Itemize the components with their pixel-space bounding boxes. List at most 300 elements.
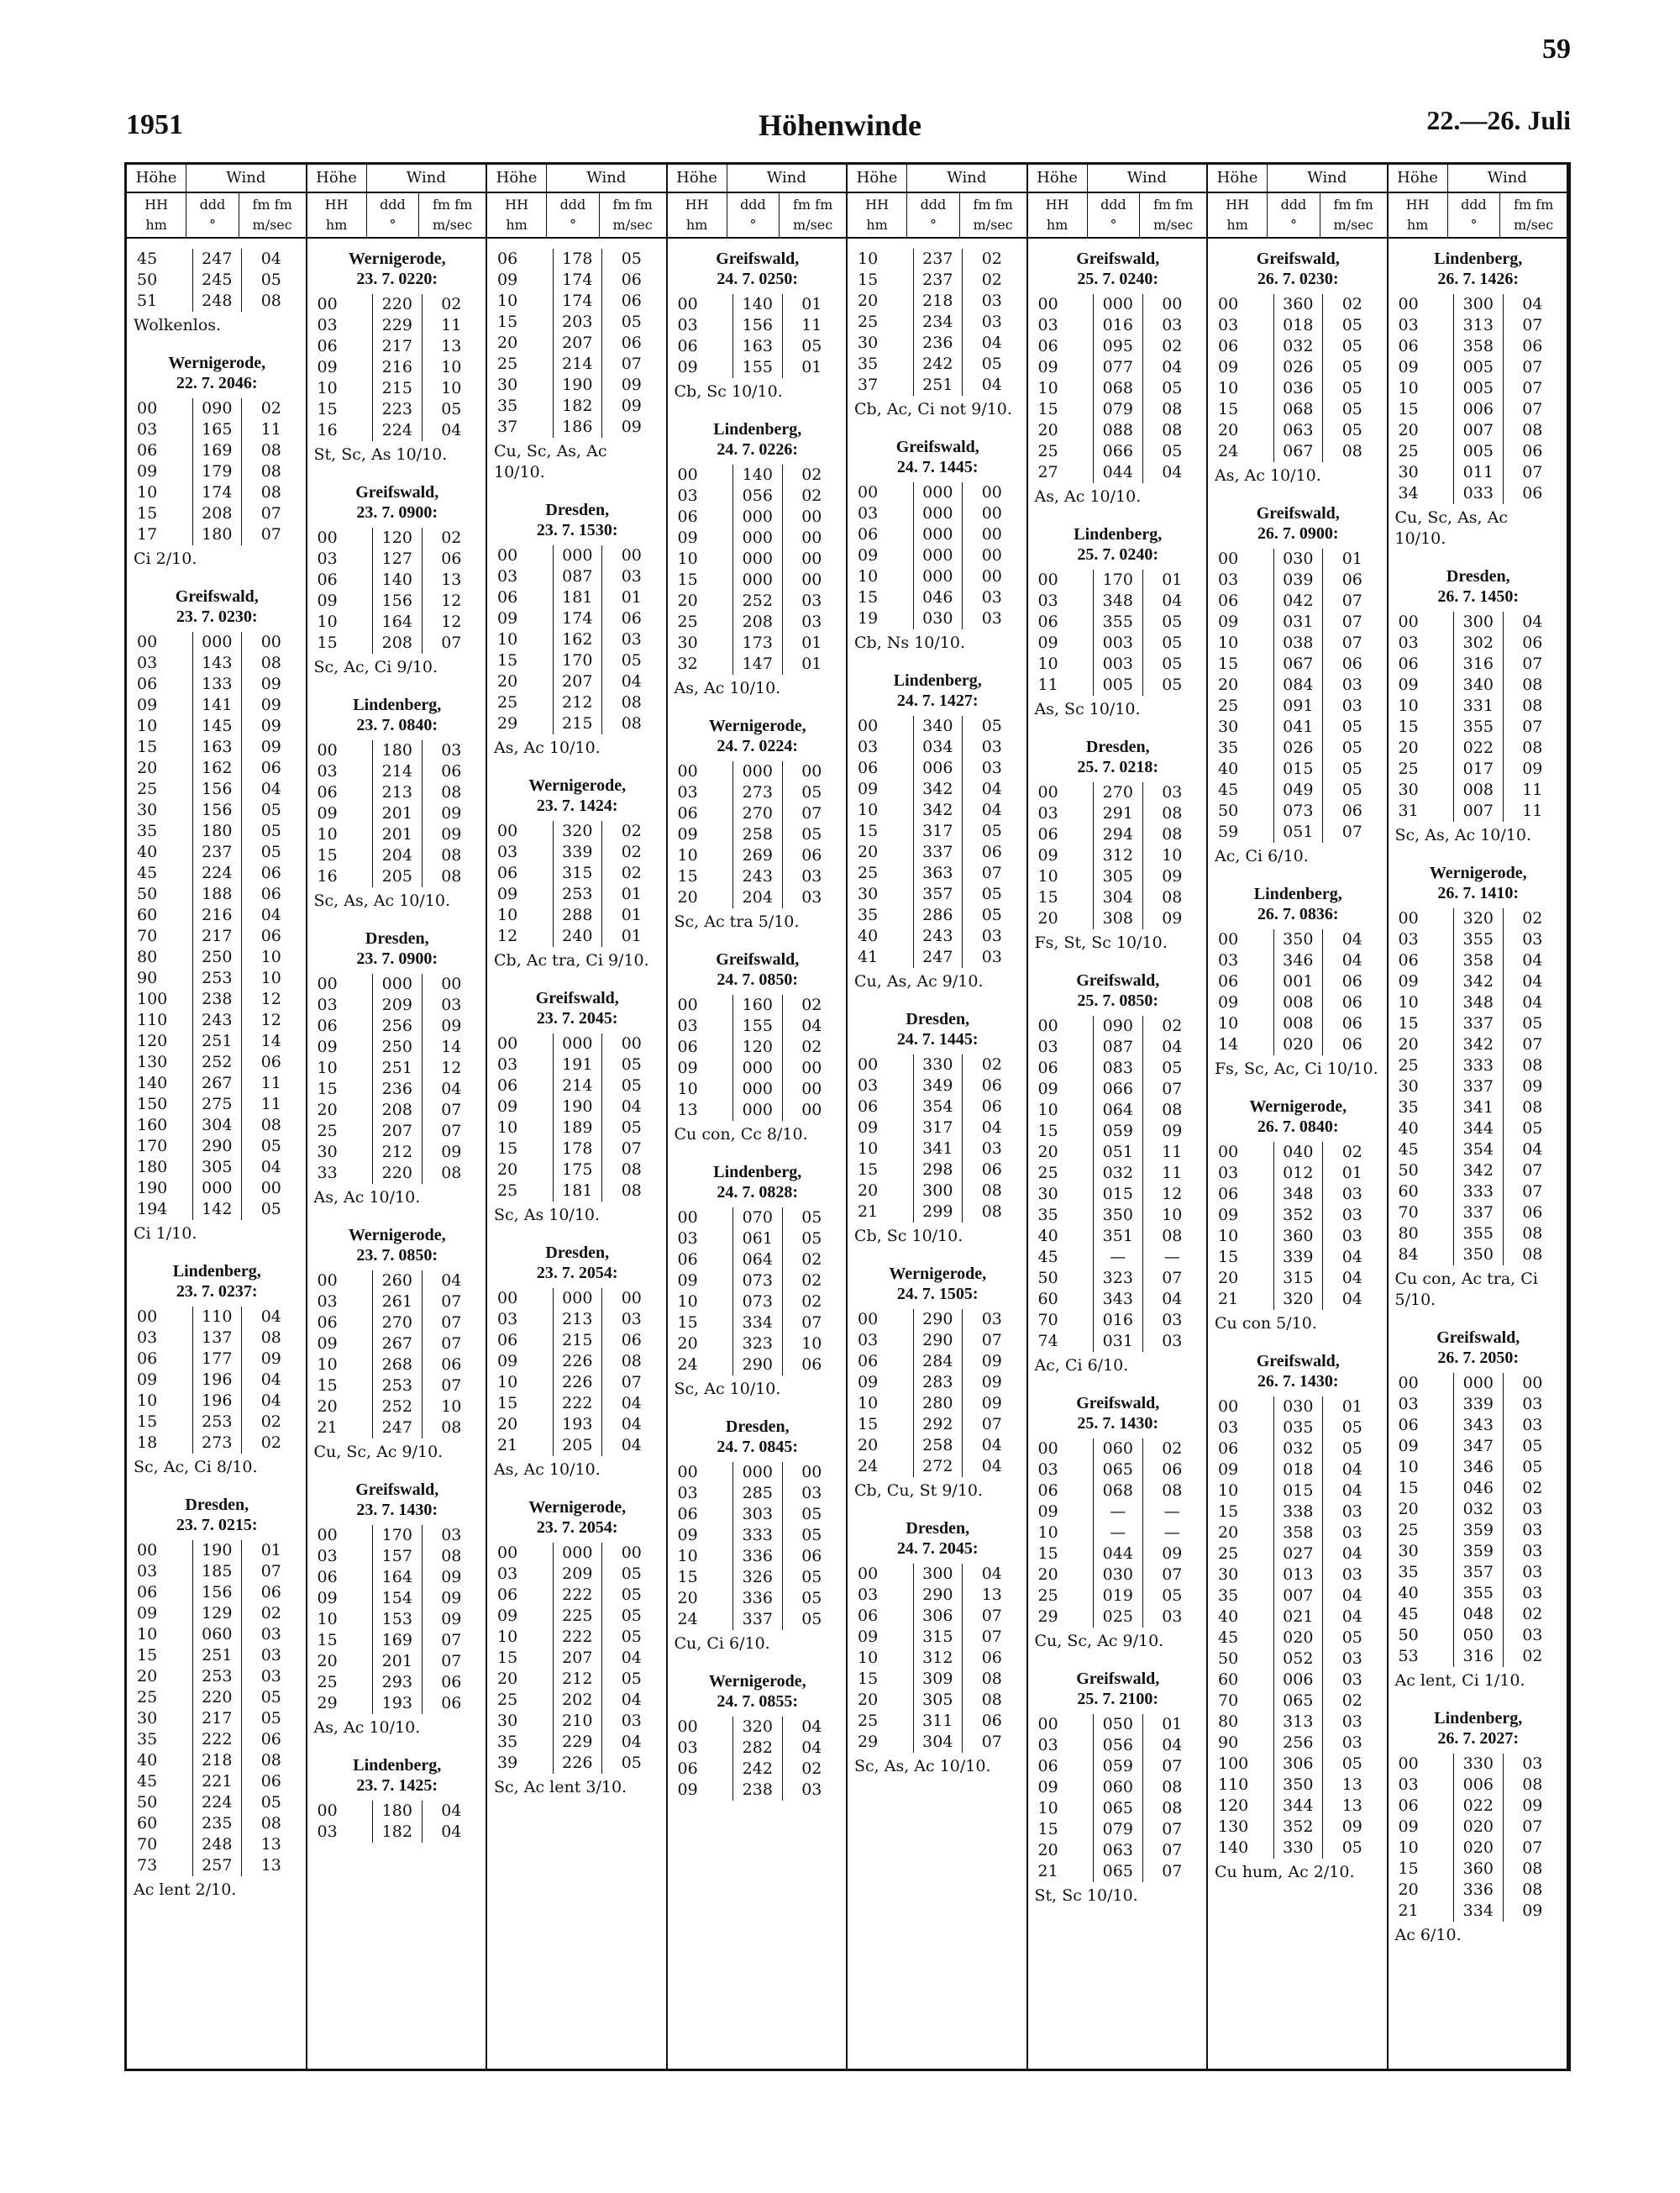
- cloud-note: Cb, Sc 10/10.: [854, 1227, 963, 1245]
- data-row: [494, 354, 661, 375]
- station-block: [494, 249, 661, 483]
- speed-value: 09: [441, 804, 462, 823]
- direction-value: 247: [192, 249, 243, 270]
- direction-value: 191: [553, 1054, 603, 1075]
- speed-value: 04: [621, 1649, 642, 1667]
- direction-value: 250: [372, 1037, 423, 1058]
- speed-value: 08: [1522, 739, 1543, 757]
- direction-value: 163: [732, 336, 783, 357]
- header-ddd: [727, 193, 780, 237]
- direction-value: 015: [1273, 1480, 1324, 1501]
- height-value: 09: [497, 271, 518, 289]
- height-value: 20: [858, 1181, 879, 1200]
- speed-value: 04: [1341, 1290, 1362, 1308]
- speed-value: 05: [1341, 421, 1362, 439]
- data-row: [134, 1010, 301, 1031]
- direction-value: 079: [1093, 399, 1143, 420]
- header-deg-unit: °: [1110, 217, 1117, 233]
- speed-value: 00: [981, 525, 1002, 544]
- data-row: [854, 1160, 1021, 1181]
- height-value: 140: [1218, 1838, 1249, 1857]
- speed-value: 04: [1522, 993, 1543, 1012]
- station-name: Wernigerode,: [528, 776, 627, 795]
- speed-value: 08: [1162, 1778, 1183, 1796]
- height-value: 11: [1037, 676, 1058, 694]
- height-value: 20: [858, 1436, 879, 1454]
- data-row: [494, 1690, 661, 1711]
- height-value: 35: [1398, 1563, 1419, 1581]
- speed-value: 07: [1522, 400, 1543, 418]
- direction-value: 337: [732, 1609, 783, 1630]
- height-value: 45: [1398, 1140, 1419, 1159]
- station-name: Lindenberg,: [1434, 250, 1523, 268]
- direction-value: 006: [913, 758, 963, 779]
- direction-value: 208: [732, 612, 783, 633]
- header-hh-label: HH: [505, 197, 529, 213]
- direction-value: 019: [1093, 1586, 1143, 1607]
- speed-value: 02: [1341, 1143, 1362, 1161]
- height-value: 03: [858, 1331, 879, 1349]
- data-row: [854, 1075, 1021, 1096]
- height-value: 194: [137, 1200, 168, 1218]
- speed-value: 08: [441, 867, 462, 886]
- height-value: 15: [137, 738, 158, 756]
- direction-value: 258: [913, 1435, 963, 1456]
- data-row: [134, 270, 301, 291]
- data-row: [675, 782, 842, 803]
- height-value: 03: [1398, 1395, 1419, 1413]
- data-row: [1035, 1840, 1202, 1861]
- data-row: [1215, 1544, 1382, 1565]
- speed-value: 03: [981, 1139, 1002, 1158]
- speed-value: 06: [1341, 993, 1362, 1012]
- height-value: 10: [677, 1547, 698, 1565]
- height-value: 03: [1398, 634, 1419, 652]
- direction-value: 243: [913, 926, 963, 947]
- speed-value: 05: [801, 1505, 822, 1523]
- height-value: 40: [1037, 1227, 1058, 1245]
- direction-value: 343: [1093, 1289, 1143, 1310]
- column-header-top: [848, 165, 1026, 193]
- station-block: [1035, 737, 1202, 954]
- height-value: 10: [137, 1391, 158, 1410]
- station-block: [1035, 1669, 1202, 1906]
- height-value: 15: [1398, 1859, 1419, 1878]
- header-deg-unit: °: [208, 217, 216, 233]
- data-row: [675, 1504, 842, 1525]
- station-name: Lindenberg,: [1074, 525, 1163, 544]
- data-row: [1215, 1480, 1382, 1501]
- data-row: [494, 905, 661, 926]
- height-value: 00: [1037, 1715, 1058, 1733]
- speed-value: 04: [1341, 1607, 1362, 1626]
- speed-value: 06: [1341, 655, 1362, 673]
- data-row: [854, 947, 1021, 968]
- direction-value: 070: [732, 1207, 783, 1228]
- speed-value: 04: [441, 1822, 462, 1841]
- direction-value: 182: [372, 1822, 423, 1843]
- data-row: [1395, 1541, 1562, 1562]
- column-body: [1208, 239, 1387, 1883]
- cloud-note: Ac lent 2/10.: [134, 1880, 237, 1899]
- data-row: [494, 1096, 661, 1118]
- data-row: [1215, 1013, 1382, 1034]
- speed-value: 03: [1341, 1712, 1362, 1731]
- height-value: 10: [1037, 379, 1058, 397]
- direction-value: 050: [1453, 1625, 1504, 1646]
- direction-value: 333: [1453, 1181, 1504, 1202]
- cloud-note: Cu con, Cc 8/10.: [674, 1125, 808, 1144]
- direction-value: 030: [1093, 1565, 1143, 1586]
- speed-value: 00: [621, 1289, 642, 1307]
- height-value: 25: [317, 1673, 338, 1691]
- data-row: [1035, 1016, 1202, 1037]
- cloud-note: Cb, Sc 10/10.: [674, 382, 783, 401]
- direction-value: 260: [372, 1270, 423, 1291]
- direction-value: 342: [913, 800, 963, 821]
- height-value: 09: [677, 1780, 698, 1799]
- height-value: 15: [1037, 1820, 1058, 1838]
- data-row: [1395, 1436, 1562, 1457]
- direction-value: 036: [1273, 378, 1324, 399]
- height-value: 03: [317, 316, 338, 334]
- cloud-note: St, Sc 10/10.: [1034, 1886, 1138, 1905]
- speed-value: —: [1163, 1502, 1180, 1521]
- speed-value: 02: [621, 822, 642, 840]
- data-row: [1035, 315, 1202, 336]
- height-value: 15: [858, 1670, 879, 1688]
- height-value: 09: [677, 529, 698, 547]
- speed-value: 00: [801, 762, 822, 781]
- data-row: [494, 1669, 661, 1690]
- data-row: [314, 1630, 481, 1651]
- speed-value: 04: [621, 672, 642, 691]
- direction-value: 000: [913, 545, 963, 566]
- data-row: [1215, 633, 1382, 654]
- data-row: [134, 524, 301, 545]
- height-value: 20: [677, 1589, 698, 1607]
- station-block: [494, 1243, 661, 1480]
- direction-value: 216: [372, 357, 423, 378]
- direction-value: 326: [732, 1567, 783, 1588]
- height-value: 25: [1037, 1586, 1058, 1605]
- height-value: 60: [1398, 1182, 1419, 1201]
- height-value: 10: [1398, 993, 1419, 1012]
- direction-value: 000: [553, 1033, 603, 1054]
- height-value: 18: [137, 1433, 158, 1452]
- direction-value: 306: [913, 1606, 963, 1627]
- column-header-units: [307, 193, 486, 239]
- direction-value: 331: [1453, 696, 1504, 717]
- data-row: [494, 375, 661, 396]
- data-row: [494, 1139, 661, 1160]
- header-ddd: [907, 193, 960, 237]
- speed-value: 00: [981, 567, 1002, 586]
- direction-value: 190: [553, 1096, 603, 1118]
- direction-value: 174: [553, 270, 603, 291]
- data-row: [1215, 950, 1382, 971]
- direction-value: 336: [732, 1588, 783, 1609]
- cloud-note: As, Ac 10/10.: [1034, 487, 1142, 506]
- speed-value: 07: [1522, 358, 1543, 376]
- direction-value: 336: [732, 1546, 783, 1567]
- data-row: [1395, 336, 1562, 357]
- speed-value: 06: [1522, 442, 1543, 460]
- height-value: 110: [1218, 1775, 1249, 1794]
- header-wind: Wind: [947, 169, 987, 187]
- observation-time: 23. 7. 2054:: [536, 1518, 618, 1537]
- height-value: 03: [1398, 930, 1419, 949]
- speed-value: 07: [981, 1415, 1002, 1433]
- height-value: 06: [677, 1250, 698, 1269]
- header-fmfm-label: fm fm: [1513, 197, 1554, 213]
- height-value: 190: [137, 1179, 168, 1197]
- speed-value: 05: [621, 1628, 642, 1646]
- speed-value: 07: [981, 1733, 1002, 1751]
- height-value: 35: [497, 397, 518, 415]
- direction-value: 253: [192, 1666, 243, 1687]
- height-value: 03: [677, 783, 698, 802]
- speed-value: 01: [1341, 1164, 1362, 1182]
- speed-value: 03: [1522, 1542, 1543, 1560]
- height-value: 06: [1037, 825, 1058, 844]
- direction-value: 352: [1273, 1205, 1324, 1226]
- speed-value: 00: [1162, 295, 1183, 313]
- data-row: [1035, 1058, 1202, 1079]
- direction-value: 243: [192, 1010, 243, 1031]
- data-row: [1395, 1583, 1562, 1604]
- height-value: 09: [317, 1038, 338, 1056]
- station-block: [134, 249, 301, 336]
- direction-value: 017: [1453, 759, 1504, 780]
- speed-value: 03: [981, 948, 1002, 966]
- height-value: 09: [858, 1628, 879, 1646]
- speed-value: 11: [1522, 781, 1543, 799]
- speed-value: 09: [981, 1373, 1002, 1391]
- speed-value: 07: [1522, 463, 1543, 481]
- observation-time: 23. 7. 1424:: [536, 797, 618, 815]
- direction-value: 316: [1453, 654, 1504, 675]
- height-value: 80: [1218, 1712, 1239, 1731]
- speed-value: 07: [441, 1631, 462, 1649]
- direction-value: 253: [192, 968, 243, 989]
- height-value: 25: [858, 313, 879, 331]
- height-value: 09: [1218, 1206, 1239, 1224]
- height-value: 15: [317, 846, 338, 865]
- direction-value: 059: [1093, 1756, 1143, 1777]
- direction-value: 030: [1273, 549, 1324, 570]
- data-row: [675, 1567, 842, 1588]
- height-value: 09: [1037, 358, 1058, 376]
- height-value: 10: [137, 717, 158, 735]
- data-row: [675, 1546, 842, 1567]
- speed-value: 03: [1522, 1584, 1543, 1602]
- direction-value: 000: [553, 1288, 603, 1309]
- height-value: 00: [1218, 295, 1239, 313]
- data-row: [1035, 591, 1202, 612]
- speed-value: 13: [981, 1586, 1002, 1604]
- direction-value: 095: [1093, 336, 1143, 357]
- direction-value: 358: [1453, 950, 1504, 971]
- speed-value: 03: [1162, 1332, 1183, 1350]
- direction-value: 084: [1273, 675, 1324, 696]
- height-value: 45: [1218, 781, 1239, 799]
- speed-value: 13: [260, 1835, 281, 1854]
- station-block: [854, 1518, 1021, 1777]
- header-hh-label: HH: [865, 197, 890, 213]
- direction-value: 000: [732, 549, 783, 570]
- header-fmfm-label: fm fm: [252, 197, 292, 213]
- data-row: [134, 503, 301, 524]
- speed-value: 09: [1522, 1901, 1543, 1920]
- speed-value: 09: [981, 1394, 1002, 1412]
- speed-value: 11: [801, 316, 822, 334]
- direction-value: 006: [1453, 1775, 1504, 1796]
- station-block: [675, 1417, 842, 1654]
- header-hoehe: Höhe: [848, 165, 907, 192]
- speed-value: 06: [981, 1649, 1002, 1667]
- station-name: Wernigerode,: [528, 1498, 627, 1517]
- data-row: [494, 1118, 661, 1139]
- observation-time: 26. 7. 2027:: [1437, 1729, 1520, 1748]
- direction-value: 303: [732, 1504, 783, 1525]
- height-value: 00: [858, 1565, 879, 1583]
- station-block: [1395, 863, 1562, 1311]
- height-value: 20: [1398, 1500, 1419, 1518]
- height-value: 20: [497, 1670, 518, 1688]
- data-row: [1035, 845, 1202, 866]
- data-row: [1035, 1226, 1202, 1247]
- direction-value: 129: [192, 1603, 243, 1624]
- speed-value: 07: [1522, 1817, 1543, 1836]
- height-value: 17: [137, 525, 158, 544]
- speed-value: 07: [441, 1313, 462, 1332]
- header-deg-unit: °: [749, 217, 757, 233]
- direction-value: 272: [913, 1456, 963, 1477]
- direction-value: 140: [732, 294, 783, 315]
- speed-value: 06: [260, 759, 281, 777]
- data-row: [314, 995, 481, 1016]
- speed-value: 08: [981, 1670, 1002, 1688]
- station-block: [1035, 1393, 1202, 1652]
- data-row: [1035, 1480, 1202, 1501]
- height-value: 25: [1398, 1521, 1419, 1539]
- direction-value: 087: [1093, 1037, 1143, 1058]
- direction-value: 267: [372, 1333, 423, 1354]
- direction-value: 212: [553, 692, 603, 713]
- data-row: [134, 968, 301, 989]
- height-value: 30: [1037, 1185, 1058, 1203]
- data-row: [1215, 570, 1382, 591]
- column-header-top: [487, 165, 666, 193]
- header-wind: Wind: [586, 169, 627, 187]
- direction-value: 342: [1453, 1034, 1504, 1055]
- header-hoehe: Höhe: [307, 165, 367, 192]
- data-row: [675, 1333, 842, 1354]
- direction-value: 290: [913, 1585, 963, 1606]
- cloud-note: Cb, Ns 10/10.: [854, 634, 965, 652]
- height-value: 20: [317, 1101, 338, 1119]
- direction-value: 033: [1453, 483, 1504, 504]
- height-value: 00: [1398, 295, 1419, 313]
- speed-value: 05: [441, 400, 462, 418]
- station-block: [675, 1671, 842, 1801]
- speed-value: 02: [441, 295, 462, 313]
- direction-value: 300: [913, 1181, 963, 1202]
- data-row: [854, 1054, 1021, 1075]
- height-value: 06: [1037, 1757, 1058, 1775]
- speed-value: 05: [1162, 1059, 1183, 1077]
- data-row: [314, 591, 481, 612]
- speed-value: 07: [621, 355, 642, 373]
- height-value: 35: [1218, 1586, 1239, 1605]
- direction-value: 355: [1453, 717, 1504, 738]
- direction-value: —: [1093, 1522, 1143, 1544]
- height-value: 06: [497, 864, 518, 882]
- speed-value: 00: [441, 975, 462, 993]
- height-value: 24: [677, 1355, 698, 1374]
- speed-value: 05: [621, 1670, 642, 1688]
- speed-value: 03: [1162, 783, 1183, 802]
- speed-value: 07: [981, 1331, 1002, 1349]
- height-value: 06: [858, 1352, 879, 1370]
- header-deg-unit: °: [929, 217, 937, 233]
- header-hh-label: HH: [1045, 197, 1069, 213]
- observation-time: 26. 7. 0836:: [1257, 905, 1339, 923]
- data-row: [675, 591, 842, 612]
- station-block: [134, 1261, 301, 1478]
- height-value: 03: [497, 843, 518, 861]
- data-row: [494, 1711, 661, 1732]
- data-row: [675, 1483, 842, 1504]
- height-value: 35: [137, 1730, 158, 1749]
- station-block: [314, 482, 481, 678]
- data-row: [134, 1370, 301, 1391]
- data-row: [1395, 759, 1562, 780]
- direction-value: 177: [192, 1349, 243, 1370]
- data-row: [314, 782, 481, 803]
- direction-value: 015: [1273, 759, 1324, 780]
- data-row: [1395, 1604, 1562, 1625]
- data-row: [854, 270, 1021, 291]
- station-block: [134, 586, 301, 1244]
- direction-value: 214: [553, 354, 603, 375]
- header-hh: [668, 193, 727, 237]
- speed-value: 08: [1522, 1880, 1543, 1899]
- direction-value: 348: [1453, 992, 1504, 1013]
- speed-value: 07: [1522, 1035, 1543, 1054]
- speed-value: 03: [801, 888, 822, 907]
- height-value: 90: [1218, 1733, 1239, 1752]
- direction-value: 181: [553, 587, 603, 608]
- speed-value: 04: [801, 1717, 822, 1736]
- height-value: 03: [677, 316, 698, 334]
- data-row: [854, 926, 1021, 947]
- speed-value: 00: [801, 1059, 822, 1077]
- data-row: [1215, 1438, 1382, 1459]
- station-name: Dresden,: [906, 1010, 970, 1028]
- data-row: [854, 1606, 1021, 1627]
- speed-value: 03: [441, 741, 462, 760]
- direction-value: 050: [1093, 1714, 1143, 1735]
- direction-value: 133: [192, 674, 243, 695]
- direction-value: 044: [1093, 1544, 1143, 1565]
- direction-value: 000: [913, 566, 963, 587]
- table-column: [487, 165, 668, 2069]
- data-row: [1395, 633, 1562, 654]
- speed-value: 02: [1341, 295, 1362, 313]
- direction-value: 026: [1273, 357, 1324, 378]
